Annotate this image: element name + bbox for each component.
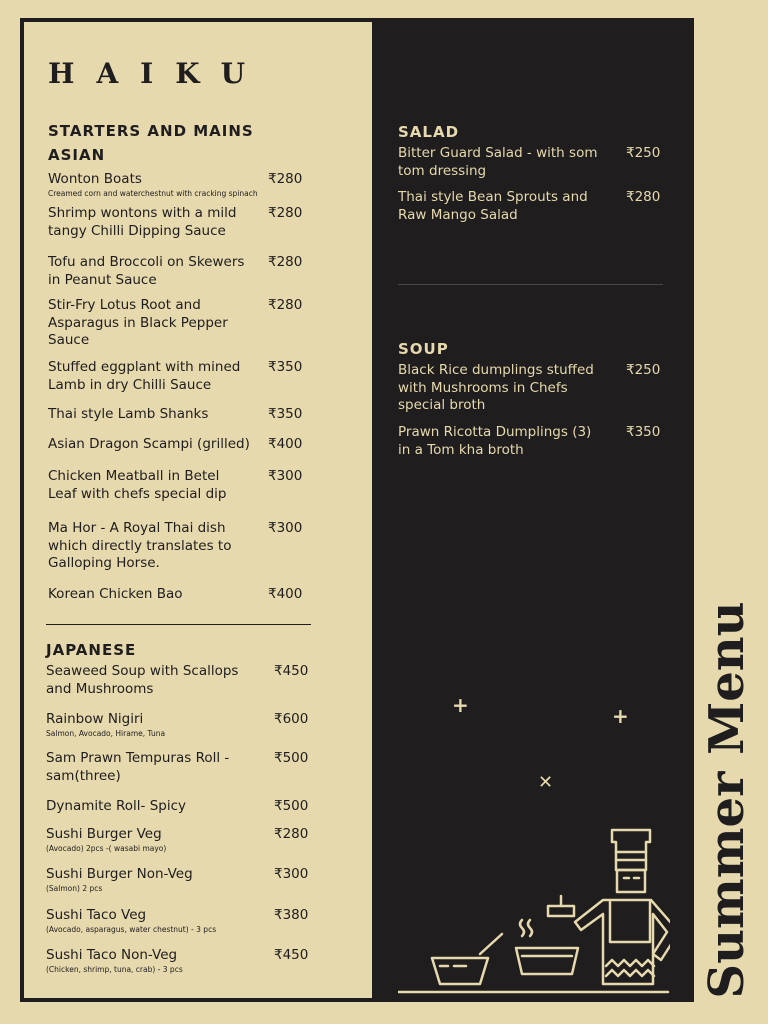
menu-item-price: ₹280 [268, 171, 303, 187]
menu-item-price: ₹300 [268, 520, 303, 536]
menu-item-price: ₹400 [268, 436, 303, 452]
menu-item: Sam Prawn Tempuras Roll - sam(three) [46, 750, 230, 784]
menu-item: Asian Dragon Scampi (grilled) [48, 436, 250, 452]
menu-item-price: ₹300 [274, 866, 309, 882]
menu-item: Chicken Meatball in Betel Leaf with chefs special dip [48, 468, 227, 502]
menu-item: Thai style Bean Sprouts and Raw Mango Salad [398, 189, 588, 223]
menu-item-price: ₹600 [274, 711, 309, 727]
section-divider [398, 284, 663, 285]
section-title-starters: STARTERS AND MAINS [48, 122, 254, 140]
menu-item: Korean Chicken Bao [48, 586, 183, 602]
menu-item-price: ₹350 [268, 406, 303, 422]
menu-item-price: ₹350 [268, 359, 303, 375]
menu-item-price: ₹250 [626, 362, 661, 378]
menu-item: Stir-Fry Lotus Root and Asparagus in Black Pepper Sauce [48, 297, 228, 348]
menu-item: Dynamite Roll- Spicy [46, 798, 187, 814]
menu-item-price: ₹300 [268, 468, 303, 484]
menu-item: Seaweed Soup with Scallops and Mushrooms [46, 663, 239, 697]
menu-item: Sushi Burger Veg (Avocado) 2pcs -( wasabi mayo) [46, 826, 167, 853]
plus-icon: + [452, 693, 469, 717]
subsection-title-japanese: JAPANESE [46, 641, 137, 659]
menu-item-price: ₹280 [268, 254, 303, 270]
menu-item: Wonton Boats Creamed corn and waterchestnut with cracking spinach [48, 171, 258, 198]
menu-item-price: ₹280 [268, 297, 303, 313]
menu-item: Tofu and Broccoli on Skewers in Peanut Sauce [48, 254, 245, 288]
section-title-soup: SOUP [398, 340, 449, 358]
menu-item-price: ₹400 [268, 586, 303, 602]
menu-item-price: ₹280 [268, 205, 303, 221]
menu-item: Prawn Ricotta Dumplings (3) in a Tom kha broth [398, 424, 592, 458]
menu-item-price: ₹350 [626, 424, 661, 440]
menu-item: Rainbow Nigiri Salmon, Avocado, Hirame, Tuna [46, 711, 166, 738]
menu-item: Black Rice dumplings stuffed with Mushrooms in Chefs special broth [398, 362, 594, 413]
menu-item-price: ₹450 [274, 663, 309, 679]
menu-item-price: ₹380 [274, 907, 309, 923]
menu-item: Sushi Taco Veg (Avocado, asparagus, water chestnut) - 3 pcs [46, 907, 217, 934]
menu-item: Sushi Burger Non-Veg (Salmon) 2 pcs [46, 866, 193, 893]
chef-illustration [398, 820, 670, 1000]
menu-item-price: ₹450 [274, 947, 309, 963]
menu-item: Shrimp wontons with a mild tangy Chilli Dipping Sauce [48, 205, 237, 239]
cross-icon: ✕ [538, 772, 554, 793]
section-title-salad: SALAD [398, 123, 460, 141]
brand-logo: HAIKU [48, 57, 268, 90]
menu-item: Stuffed eggplant with mined Lamb in dry Chilli Sauce [48, 359, 241, 393]
menu-item-price: ₹280 [274, 826, 309, 842]
menu-item: Bitter Guard Salad - with som tom dressing [398, 145, 598, 179]
section-divider [46, 624, 311, 625]
menu-item: Thai style Lamb Shanks [48, 406, 209, 422]
menu-item: Ma Hor - A Royal Thai dish which directly translates to Galloping Horse. [48, 520, 232, 571]
menu-item: Sushi Taco Non-Veg (Chicken, shrimp, tuna, crab) - 3 pcs [46, 947, 183, 974]
plus-icon: + [612, 704, 629, 728]
menu-item-price: ₹250 [626, 145, 661, 161]
menu-item-price: ₹500 [274, 750, 309, 766]
menu-item-price: ₹500 [274, 798, 309, 814]
menu-item-price: ₹280 [626, 189, 661, 205]
subsection-title-asian: ASIAN [48, 146, 106, 164]
summer-menu-title: Summer Menu [699, 601, 755, 999]
